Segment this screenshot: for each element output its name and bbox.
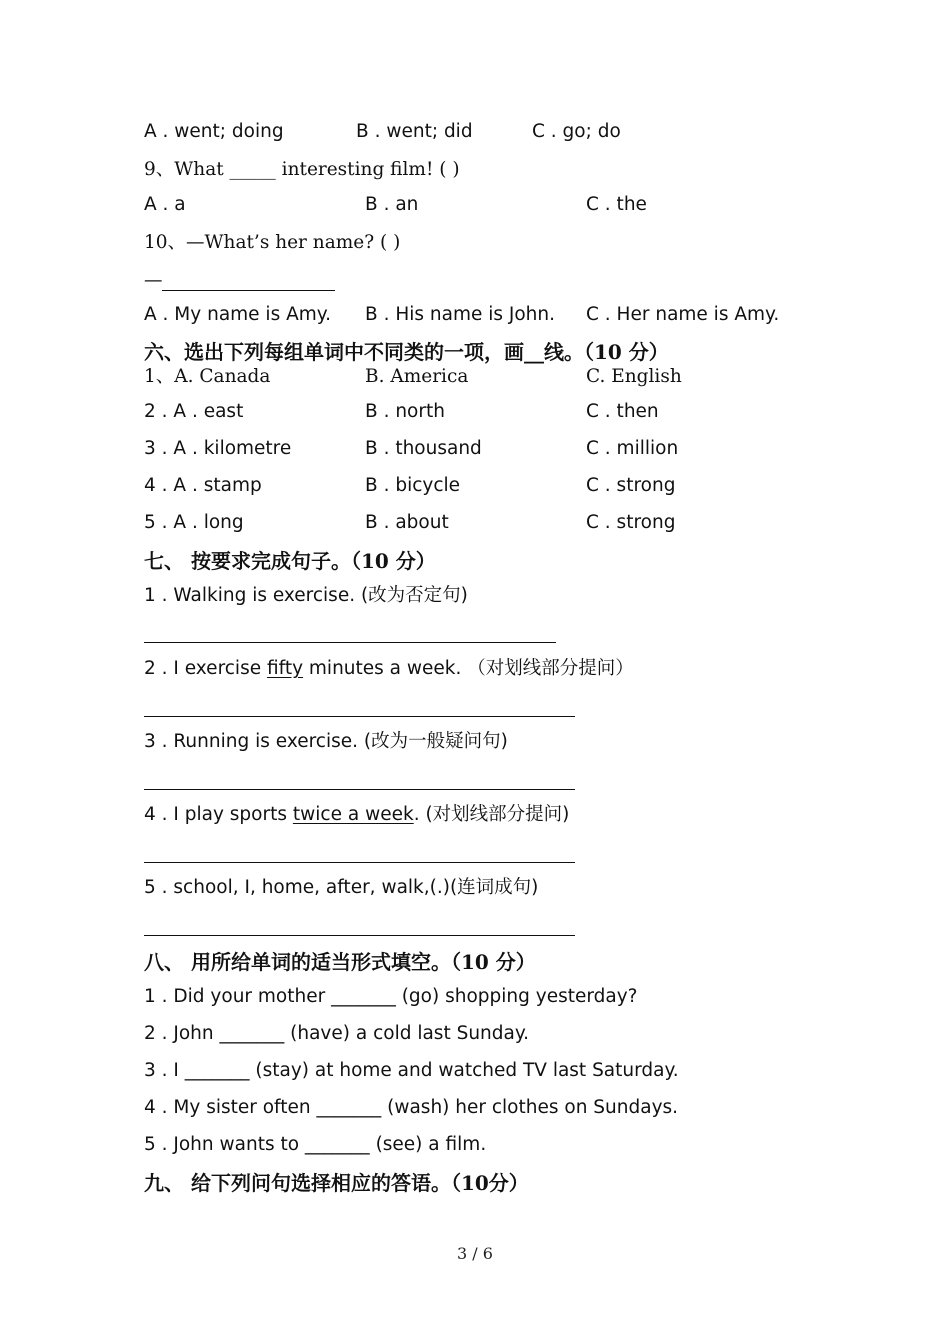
section8-title: 八、 用所给单词的适当形式填空。（10 分） xyxy=(144,950,536,974)
section7-item-5-text: 5 . school, I, home, after, walk,(.)(连词成句) xyxy=(144,877,539,898)
section7-item-4-pre: 4 . I play sports xyxy=(144,804,293,825)
section6-row-1-b: B. America xyxy=(365,366,469,387)
section7-item-4-underlined: twice a week xyxy=(292,804,414,825)
section7-item-5 xyxy=(144,877,538,899)
section7-answer-line-1 xyxy=(144,642,556,643)
q10-option-c: C . Her name is Amy. xyxy=(586,304,780,325)
q9-question: 9、What _____ interesting film! ( ) xyxy=(144,159,460,180)
section6-row-1-a: 1、A. Canada xyxy=(144,366,271,387)
q10-option-a: A . My name is Amy. xyxy=(144,304,331,325)
q8-option-c: C . go; do xyxy=(532,121,621,142)
section6-row-4-a: 4 . A . stamp xyxy=(144,475,262,496)
section6-row-2-c: C . then xyxy=(586,401,659,422)
section8-item-5: 5 . John wants to _______ (see) a film. xyxy=(144,1134,487,1155)
section6-title: 六、选出下列每组单词中不同类的一项，画__线。（10 分） xyxy=(144,340,669,364)
section6-row-5-b: B . about xyxy=(365,512,449,533)
section6-row-2-b: B . north xyxy=(365,401,445,422)
section7-item-2-post: minutes a week. （对划线部分提问） xyxy=(303,658,634,679)
q9-option-c: C . the xyxy=(586,194,647,215)
section6-row-1-c: C. English xyxy=(586,366,682,387)
section6-row-3-b: B . thousand xyxy=(365,438,482,459)
q8-option-b: B . went; did xyxy=(356,121,473,142)
section8-item-4: 4 . My sister often _______ (wash) her clothes on Sundays. xyxy=(144,1097,679,1118)
section6-row-5-c: C . strong xyxy=(586,512,676,533)
section7-title: 七、 按要求完成句子。（10 分） xyxy=(144,549,436,573)
q9-option-b: B . an xyxy=(365,194,419,215)
section7-item-1 xyxy=(144,585,468,607)
section8-item-3: 3 . I _______ (stay) at home and watched TV last Saturday. xyxy=(144,1060,679,1081)
section8-item-1: 1 . Did your mother _______ (go) shopping yesterday? xyxy=(144,986,638,1007)
section6-row-3-c: C . million xyxy=(586,438,679,459)
section7-item-3 xyxy=(144,731,508,753)
q10-question: 10、—What’s her name? ( ) xyxy=(144,232,401,253)
section7-item-3-text: 3 . Running is exercise. (改为一般疑问句) xyxy=(144,731,508,752)
section6-row-5-a: 5 . A . long xyxy=(144,512,244,533)
section7-item-2-underlined: fifty xyxy=(266,658,304,679)
page-number: 3 / 6 xyxy=(457,1244,493,1263)
q9-option-a: A . a xyxy=(144,194,186,215)
section7-item-1-text: 1 . Walking is exercise. (改为否定句) xyxy=(144,585,468,606)
section6-row-4-c: C . strong xyxy=(586,475,676,496)
section6-row-4-b: B . bicycle xyxy=(365,475,461,496)
section7-item-2 xyxy=(144,658,634,680)
section8-item-2: 2 . John _______ (have) a cold last Sunday. xyxy=(144,1023,530,1044)
section7-item-4-post: . (对划线部分提问) xyxy=(413,804,570,825)
section7-answer-line-5 xyxy=(144,935,575,936)
section7-answer-line-3 xyxy=(144,789,575,790)
section9-title: 九、 给下列问句选择相应的答语。（10分） xyxy=(144,1171,529,1195)
section7-answer-line-4 xyxy=(144,862,575,863)
q10-option-b: B . His name is John. xyxy=(365,304,556,325)
q10-answer-line xyxy=(162,290,335,291)
section7-item-4 xyxy=(144,804,569,826)
section6-row-3-a: 3 . A . kilometre xyxy=(144,438,292,459)
q8-option-a: A . went; doing xyxy=(144,121,284,142)
section7-answer-line-2 xyxy=(144,716,575,717)
q10-answer-prefix: — xyxy=(144,270,163,291)
section6-row-2-a: 2 . A . east xyxy=(144,401,244,422)
section7-item-2-pre: 2 . I exercise xyxy=(144,658,267,679)
